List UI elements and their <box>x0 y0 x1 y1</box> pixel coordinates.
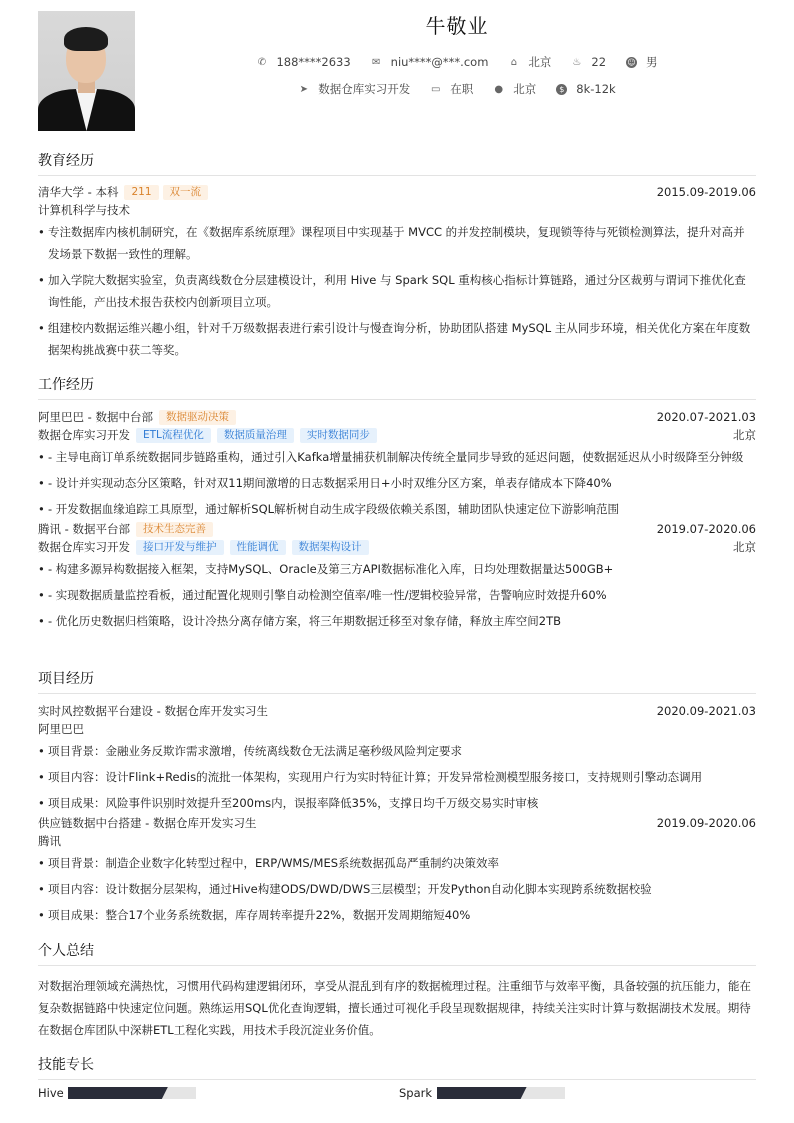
section-title: 个人总结 <box>38 940 756 966</box>
location-pin-icon: ● <box>494 83 504 95</box>
project-header <box>38 814 756 832</box>
list-item: • - 开发数据血缘追踪工具原型，通过解析SQL解析树自动生成字段级依赖关系图，辅助团队快速定位下游影响范围 <box>38 498 756 520</box>
company-tag: 技术生态完善 <box>136 522 213 537</box>
skill-level-fill <box>437 1087 527 1099</box>
section-title: 项目经历 <box>38 668 756 694</box>
target-city-text: 北京 <box>513 82 537 96</box>
contact-line <box>135 54 779 70</box>
school-tag: 211 <box>124 185 158 200</box>
skill-level-bar <box>68 1087 196 1099</box>
job-location: 北京 <box>733 540 756 554</box>
salary-info <box>556 82 615 96</box>
major-row <box>38 201 756 219</box>
skill-item <box>399 1086 565 1100</box>
gender-text: 男 <box>646 55 658 69</box>
role-tag: 性能调优 <box>230 540 286 555</box>
project-bullets <box>38 852 756 926</box>
gender-info <box>626 54 658 70</box>
home-icon: ⌂ <box>510 56 518 68</box>
skill-name: Spark <box>399 1086 433 1100</box>
role-tag: 实时数据同步 <box>300 428 377 443</box>
role-tag: 数据架构设计 <box>292 540 369 555</box>
list-item: • 项目内容：设计数据分层架构，通过Hive构建ODS/DWD/DWS三层模型；开发Python自动化脚本实现跨系统数据校验 <box>38 878 756 900</box>
company-name: 腾讯 - 数据平台部 <box>38 522 130 536</box>
education-header <box>38 183 756 201</box>
role-row <box>38 538 756 556</box>
status-info <box>430 81 473 97</box>
job-header <box>38 408 756 426</box>
job-target-text: 数据仓库实习开发 <box>318 82 411 96</box>
project-company-row <box>38 832 756 850</box>
person-icon: ☺ <box>627 57 636 67</box>
city-text: 北京 <box>528 55 552 69</box>
project-name: 实时风控数据平台建设 - 数据仓库开发实习生 <box>38 704 268 718</box>
phone-info <box>256 55 350 69</box>
role-name: 数据仓库实习开发 <box>38 428 130 442</box>
role-tag: 接口开发与维护 <box>136 540 224 555</box>
project-name: 供应链数据中台搭建 - 数据仓库开发实习生 <box>38 816 257 830</box>
money-icon: $ <box>556 84 567 95</box>
city-info <box>508 54 551 70</box>
role-name: 数据仓库实习开发 <box>38 540 130 554</box>
project-company: 阿里巴巴 <box>38 722 84 736</box>
list-item: • - 主导电商订单系统数据同步链路重构，通过引入Kafka增量捕获机制解决传统全量同步导致的延迟问题，使数据延迟从小时级降至分钟级 <box>38 446 756 468</box>
list-item: • - 优化历史数据归档策略，设计冷热分离存储方案，将三年期数据迁移至对象存储，释放主库空间2TB <box>38 610 756 632</box>
company-name: 阿里巴巴 - 数据中台部 <box>38 410 153 424</box>
list-item: • 项目背景：制造企业数字化转型过程中，ERP/WMS/MES系统数据孤岛严重制约决策效率 <box>38 852 756 874</box>
school-tag: 双一流 <box>163 185 209 200</box>
briefcase-icon: ▭ <box>431 83 441 95</box>
list-item: • - 设计并实现动态分区策略，针对双11期间激增的日志数据采用日+小时双维分区方案，单表存储成本下降40% <box>38 472 756 494</box>
project-date: 2020.09-2021.03 <box>656 704 756 718</box>
school-name: 清华大学 - 本科 <box>38 185 119 199</box>
education-date: 2015.09-2019.06 <box>656 185 756 199</box>
list-item: • - 构建多源异构数据接入框架，支持MySQL、Oracle及第三方API数据标准化入库，日均处理数据量达500GB+ <box>38 558 756 580</box>
phone-text: 188****2633 <box>276 55 351 69</box>
job-header <box>38 520 756 538</box>
phone-icon: ✆ <box>257 56 267 68</box>
project-company-row <box>38 720 756 738</box>
skill-level-fill <box>68 1087 168 1099</box>
education-bullets <box>38 221 756 361</box>
project-date: 2019.09-2020.06 <box>656 816 756 830</box>
summary-text: 对数据治理领域充满热忱，习惯用代码构建逻辑闭环，享受从混乱到有序的数据梳理过程。注重细节与效率平衡，具备较强的抗压能力，能在复杂数据链路中快速定位问题。熟练运用SQL优化查询逻辑，擅长通过可视化手段呈现数据规律，持续关注实时计算与数据湖技术发展。期待在数据仓库团队中深耕ETL工程化实践，用技术手段沉淀业务价值。 <box>38 979 751 1037</box>
list-item: • - 实现数据质量监控看板，通过配置化规则引擎自动检测空值率/唯一性/逻辑校验异常，告警响应时效提升60% <box>38 584 756 606</box>
age-text: 22 <box>591 55 607 69</box>
role-tag: 数据质量治理 <box>217 428 294 443</box>
mail-icon: ✉ <box>371 56 381 68</box>
list-item: • 加入学院大数据实验室，负责离线数仓分层建模设计，利用 Hive 与 Spark SQL 重构核心指标计算链路，通过分区裁剪与谓词下推优化查询性能，产出技术报告获校内创新项目立项。 <box>38 269 756 313</box>
role-row <box>38 426 756 444</box>
job-bullets <box>38 558 756 632</box>
work-section <box>38 374 756 636</box>
job-bullets <box>38 446 756 520</box>
intent-line <box>135 81 779 97</box>
skill-name: Hive <box>38 1086 64 1100</box>
education-section <box>38 150 756 365</box>
role-tag: ETL流程优化 <box>136 428 211 443</box>
company-tag: 数据驱动决策 <box>159 410 236 425</box>
job-date: 2020.07-2021.03 <box>656 410 756 424</box>
skill-item <box>38 1086 196 1100</box>
email-info <box>371 55 489 69</box>
skills-section <box>38 1054 756 1080</box>
list-item: • 组建校内数据运维兴趣小组，针对千万级数据表进行索引设计与慢查询分析，协助团队搭建 MySQL 主从同步环境，相关优化方案在年度数据架构挑战赛中获二等奖。 <box>38 317 756 361</box>
summary-section <box>38 940 756 1041</box>
status-text: 在职 <box>450 82 474 96</box>
job-location: 北京 <box>733 428 756 442</box>
projects-section <box>38 668 756 930</box>
cake-icon: ♨ <box>572 56 582 68</box>
section-title: 技能专长 <box>38 1054 756 1080</box>
send-icon: ➤ <box>299 83 308 95</box>
list-item: • 项目内容：设计Flink+Redis的流批一体架构，实现用户行为实时特征计算；开发异常检测模型服务接口，支持规则引擎动态调用 <box>38 766 756 788</box>
list-item: • 项目成果：风险事件识别时效提升至200ms内，误报率降低35%，支撑日均千万级交易实时审核 <box>38 792 756 814</box>
candidate-name: 牛敬业 <box>425 14 489 38</box>
major: 计算机科学与技术 <box>38 203 130 217</box>
project-header <box>38 702 756 720</box>
list-item: • 专注数据库内核机制研究，在《数据库系统原理》课程项目中实现基于 MVCC 的并发控制模块，复现锁等待与死锁检测算法，提升对高并发场景下数据一致性的理解。 <box>38 221 756 265</box>
list-item: • 项目成果：整合17个业务系统数据，库存周转率提升22%，数据开发周期缩短40% <box>38 904 756 926</box>
job-date: 2019.07-2020.06 <box>656 522 756 536</box>
section-title: 工作经历 <box>38 374 756 400</box>
list-item: • 项目背景：金融业务反欺诈需求激增，传统离线数仓无法满足毫秒级风险判定要求 <box>38 740 756 762</box>
skill-level-bar <box>437 1087 565 1099</box>
email-text: niu****@***.com <box>390 55 489 69</box>
salary-text: 8k-12k <box>576 82 616 96</box>
project-bullets <box>38 740 756 814</box>
section-title: 教育经历 <box>38 150 756 176</box>
project-company: 腾讯 <box>38 834 61 848</box>
target-city-info <box>493 81 536 97</box>
age-info <box>571 55 606 69</box>
job-target-info <box>298 81 410 97</box>
